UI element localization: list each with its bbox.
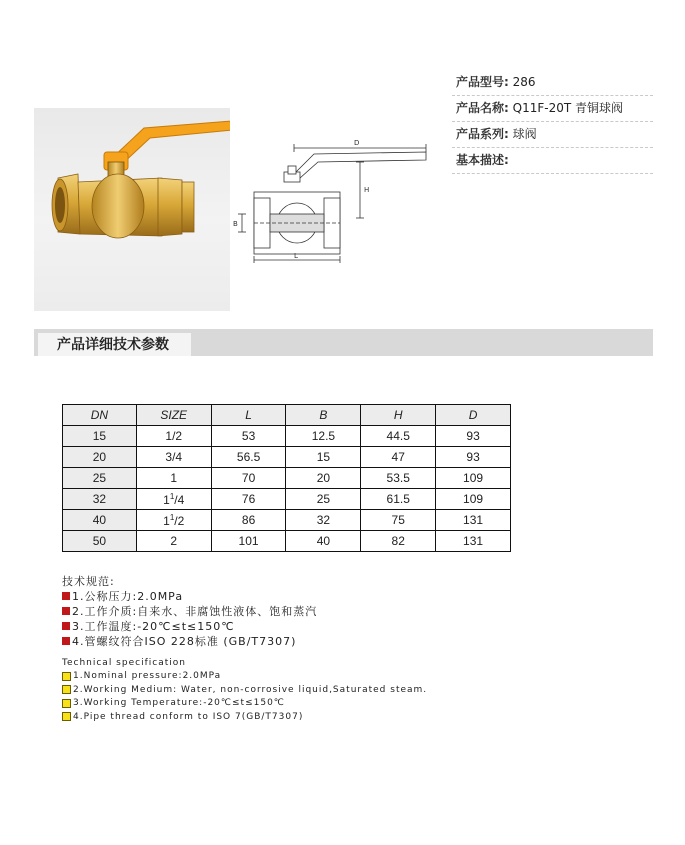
- cell-h: 61.5: [361, 489, 436, 510]
- cell-size: [136, 510, 211, 531]
- specs-en-title: Technical specification: [62, 657, 186, 668]
- header-size: SIZE: [136, 405, 211, 426]
- cell-b: 15: [286, 447, 361, 468]
- cell-h: 53.5: [361, 468, 436, 489]
- desc-label: 基本描述:: [456, 153, 509, 167]
- dim-label-l: L: [294, 252, 298, 260]
- size-whole: 1/2: [165, 429, 183, 443]
- cell-d: 109: [436, 468, 511, 489]
- product-info: [452, 70, 653, 174]
- cell-d: 109: [436, 489, 511, 510]
- cell-dn: 50: [63, 531, 137, 552]
- specs-en-item: 3.Working Temperature:-20℃≤t≤150℃: [62, 697, 427, 711]
- yellow-square-icon: [62, 672, 71, 681]
- size-frac: /4: [174, 492, 185, 507]
- name-value: Q11F-20T 青铜球阀: [512, 101, 624, 115]
- cell-size: [136, 426, 211, 447]
- section-header: [34, 329, 653, 356]
- size-whole: 1: [163, 492, 170, 507]
- header-h: H: [361, 405, 436, 426]
- red-square-icon: [62, 622, 70, 630]
- table-row: [63, 426, 511, 447]
- specs-cn-item: 3.工作温度:-20℃≤t≤150℃: [62, 618, 317, 633]
- specs-cn-item: 2.工作介质:自来水、非腐蚀性液体、饱和蒸汽: [62, 603, 317, 618]
- cell-l: 70: [211, 468, 286, 489]
- cell-d: 93: [436, 447, 511, 468]
- cell-d: 131: [436, 531, 511, 552]
- yellow-square-icon: [62, 699, 71, 708]
- yellow-square-icon: [62, 712, 71, 721]
- size-whole: 1: [163, 513, 170, 528]
- yellow-square-icon: [62, 685, 71, 694]
- technical-drawing: [232, 136, 437, 264]
- dim-label-b: B: [233, 220, 238, 228]
- specs-cn-item: 1.公称压力:2.0MPa: [62, 588, 317, 603]
- header-dn: DN: [63, 405, 137, 426]
- cell-b: 20: [286, 468, 361, 489]
- cell-dn: 25: [63, 468, 137, 489]
- size-frac: /2: [174, 513, 185, 528]
- specs-cn-item: 4.管螺纹符合ISO 228标准 (GB/T7307): [62, 633, 317, 648]
- table-row: [63, 489, 511, 510]
- cell-l: 101: [211, 531, 286, 552]
- cell-dn: 20: [63, 447, 137, 468]
- cell-d: 93: [436, 426, 511, 447]
- cell-b: 25: [286, 489, 361, 510]
- cell-l: 56.5: [211, 447, 286, 468]
- table-row: [63, 447, 511, 468]
- size-whole: 3/4: [165, 450, 183, 464]
- cell-b: 12.5: [286, 426, 361, 447]
- cell-l: 53: [211, 426, 286, 447]
- specs-en-item: 1.Nominal pressure:2.0MPa: [62, 670, 427, 684]
- series-row: [452, 122, 653, 148]
- cell-dn: 40: [63, 510, 137, 531]
- table-row: [63, 531, 511, 552]
- specs-cn: [62, 573, 317, 648]
- size-whole: 1: [170, 471, 178, 485]
- header-b: B: [286, 405, 361, 426]
- cell-l: 76: [211, 489, 286, 510]
- cell-dn: 32: [63, 489, 137, 510]
- cell-dn: 15: [63, 426, 137, 447]
- table-row: [63, 468, 511, 489]
- red-square-icon: [62, 637, 70, 645]
- table-header-row: [63, 405, 511, 426]
- cell-h: 75: [361, 510, 436, 531]
- header-l: L: [211, 405, 286, 426]
- series-label: 产品系列:: [456, 127, 509, 141]
- model-label: 产品型号:: [456, 75, 509, 89]
- size-sup: 1: [169, 491, 175, 501]
- spec-table: [62, 404, 511, 552]
- cell-size: [136, 447, 211, 468]
- size-sup: 1: [169, 512, 175, 522]
- desc-row: [452, 148, 653, 174]
- specs-en: [62, 656, 427, 724]
- size-whole: 2: [170, 534, 178, 548]
- cell-b: 40: [286, 531, 361, 552]
- specs-cn-title: 技术规范:: [62, 574, 115, 588]
- table-row: [63, 510, 511, 531]
- name-row: [452, 96, 653, 122]
- red-square-icon: [62, 607, 70, 615]
- valve-dimension-drawing: [232, 136, 437, 264]
- specs-en-item: 4.Pipe thread conform to ISO 7(GB/T7307): [62, 710, 427, 724]
- header-d: D: [436, 405, 511, 426]
- series-value: 球阀: [512, 127, 537, 141]
- product-photo: [34, 108, 230, 311]
- dim-label-h: H: [364, 186, 370, 194]
- cell-size: [136, 468, 211, 489]
- cell-h: 82: [361, 531, 436, 552]
- cell-h: 47: [361, 447, 436, 468]
- name-label: 产品名称:: [456, 101, 509, 115]
- cell-d: 131: [436, 510, 511, 531]
- cell-size: [136, 531, 211, 552]
- model-value: 286: [512, 75, 536, 89]
- cell-h: 44.5: [361, 426, 436, 447]
- ball-valve-image: [34, 108, 230, 311]
- section-title: 产品详细技术参数: [57, 337, 169, 353]
- cell-l: 86: [211, 510, 286, 531]
- red-square-icon: [62, 592, 70, 600]
- dim-label-d: D: [354, 139, 360, 147]
- cell-size: [136, 489, 211, 510]
- cell-b: 32: [286, 510, 361, 531]
- specs-en-item: 2.Working Medium: Water, non-corrosive liquid,Saturated steam.: [62, 683, 427, 697]
- model-row: [452, 70, 653, 96]
